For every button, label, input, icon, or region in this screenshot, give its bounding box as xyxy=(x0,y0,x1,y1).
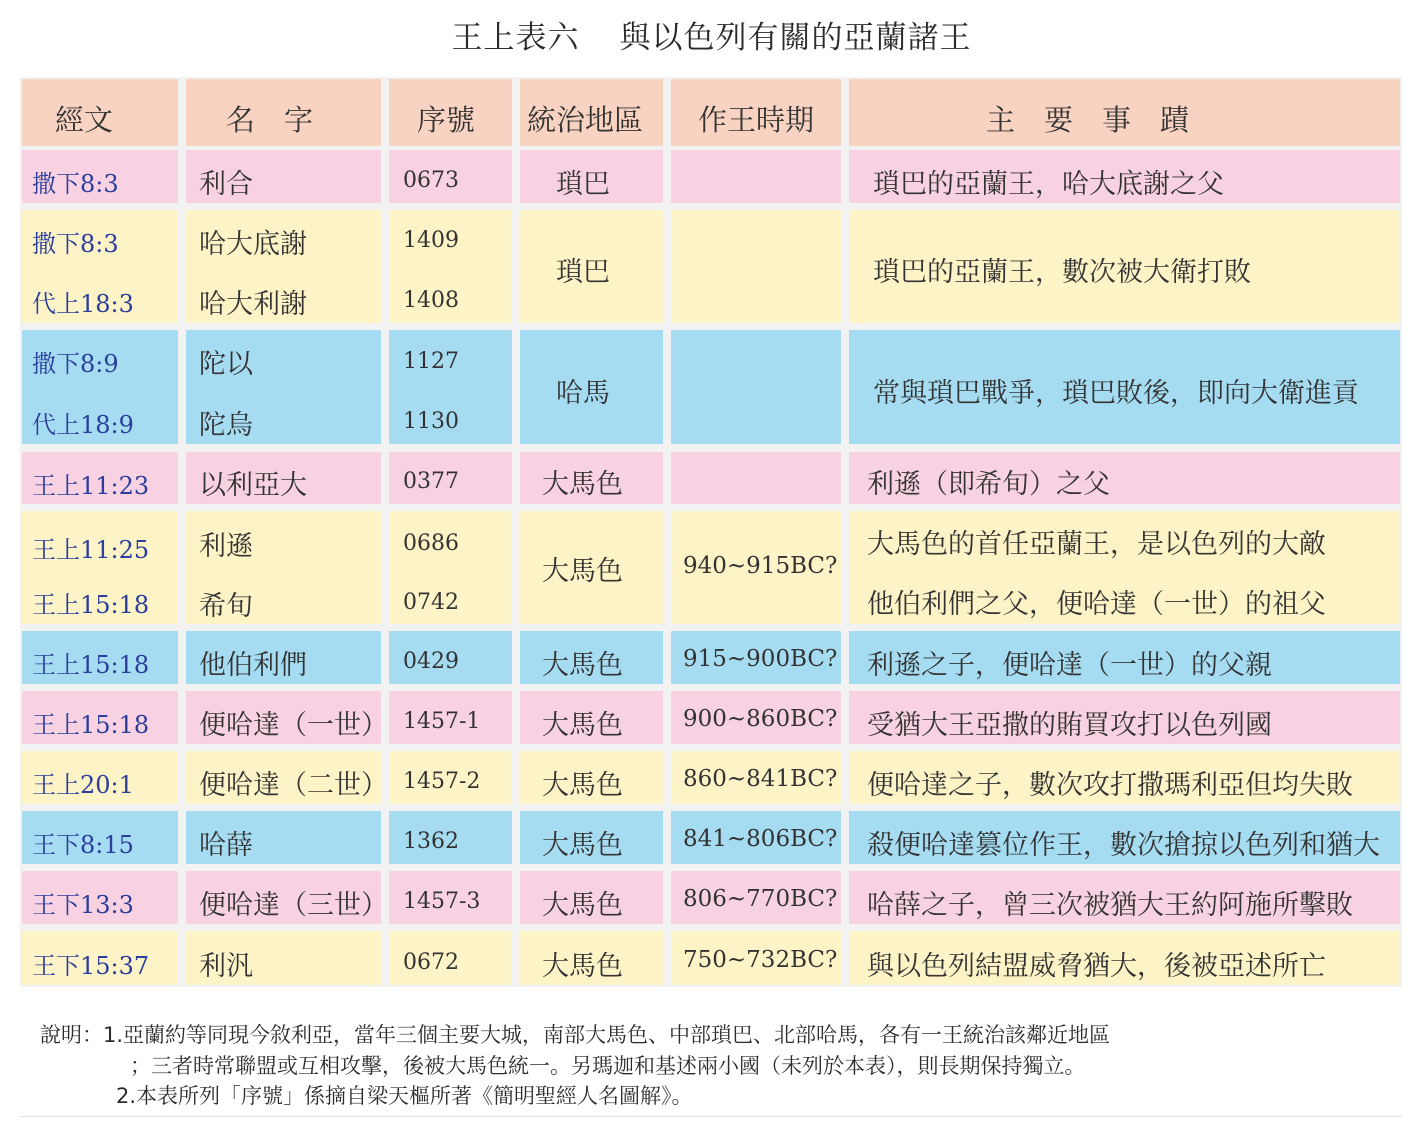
row-10-period xyxy=(671,871,841,924)
king-name: 陀烏 xyxy=(199,410,253,441)
row-4-number xyxy=(389,452,512,504)
row-8-events xyxy=(849,751,1400,804)
kings-table xyxy=(20,77,1402,987)
header-region-label: 統治地區 xyxy=(527,103,644,137)
row-6-events xyxy=(849,631,1400,684)
row-4-name xyxy=(186,452,381,504)
row-1-period xyxy=(671,150,841,203)
header-scripture xyxy=(22,79,178,146)
row-9-period xyxy=(671,811,841,864)
region: 瑣巴 xyxy=(556,169,610,200)
serial-number: 0673 xyxy=(403,168,459,193)
main-event: 便哈達之子，數次攻打撒瑪利亞但均失敗 xyxy=(867,770,1353,801)
row-10-number xyxy=(389,871,512,924)
serial-number: 1362 xyxy=(403,829,459,854)
row-7-number xyxy=(389,691,512,744)
row-5-region xyxy=(520,511,663,624)
reign-period: 750~732BC? xyxy=(683,947,838,973)
main-event: 大馬色的首任亞蘭王，是以色列的大敵 xyxy=(867,529,1326,560)
king-name: 以利亞大 xyxy=(199,470,307,501)
region: 大馬色 xyxy=(542,770,623,801)
serial-number: 0672 xyxy=(403,950,459,975)
row-6-name xyxy=(186,631,381,684)
scripture-ref: 撒下8:3 xyxy=(32,230,119,258)
region: 大馬色 xyxy=(542,830,623,861)
row-8-period xyxy=(671,751,841,804)
row-9-events xyxy=(849,811,1400,864)
row-5-scripture xyxy=(22,511,178,624)
row-8-name xyxy=(186,751,388,804)
reign-period: 940~915BC? xyxy=(683,553,838,579)
row-11-events xyxy=(849,931,1400,985)
note-line-3: 2.本表所列「序號」係摘自梁天樞所著《簡明聖經人名圖解》。 xyxy=(116,1084,693,1108)
region: 大馬色 xyxy=(542,469,623,500)
king-name: 陀以 xyxy=(199,349,253,380)
row-5-number xyxy=(389,511,512,624)
row-7-events xyxy=(849,691,1400,744)
main-event: 受猶大王亞撒的賄買攻打以色列國 xyxy=(867,710,1272,741)
main-event: 他伯利們之父，便哈達（一世）的祖父 xyxy=(867,589,1326,620)
serial-number: 1457-3 xyxy=(403,889,481,914)
header-name xyxy=(186,79,381,146)
row-11-region xyxy=(520,931,663,985)
region: 大馬色 xyxy=(542,710,623,741)
reign-period: 915~900BC? xyxy=(683,646,838,672)
row-11-name xyxy=(186,931,381,985)
reign-period: 841~806BC? xyxy=(683,826,838,852)
row-1-name xyxy=(186,150,381,203)
main-event: 利遜（即希旬）之父 xyxy=(867,469,1110,500)
king-name: 便哈達（一世） xyxy=(199,710,388,741)
main-event: 哈薛之子，曾三次被猶大王約阿施所擊敗 xyxy=(867,890,1353,921)
serial-number: 1457-1 xyxy=(403,709,481,734)
row-3-period xyxy=(671,330,841,444)
row-7-region xyxy=(520,691,663,744)
serial-number: 1130 xyxy=(403,409,459,434)
king-name: 利遜 xyxy=(199,531,253,562)
row-8-scripture xyxy=(22,751,178,804)
row-2-region xyxy=(520,210,663,323)
row-1-number xyxy=(389,150,512,203)
serial-number: 1127 xyxy=(403,349,459,374)
row-1-region xyxy=(520,150,663,203)
row-5-events xyxy=(849,511,1400,624)
main-event: 常與瑣巴戰爭，瑣巴敗後，即向大衛進貢 xyxy=(873,378,1359,409)
bottom-divider xyxy=(20,1116,1402,1117)
reign-period: 900~860BC? xyxy=(683,706,838,732)
title-part-2: 與以色列有關的亞蘭諸王 xyxy=(619,20,972,56)
row-11-scripture xyxy=(22,931,178,985)
row-2-scripture xyxy=(22,210,178,323)
row-7-period xyxy=(671,691,841,744)
header-period-label: 作王時期 xyxy=(698,103,815,137)
reign-period: 806~770BC? xyxy=(683,886,838,912)
scripture-ref: 王上15:18 xyxy=(32,651,150,679)
row-9-region xyxy=(520,811,663,864)
main-event: 與以色列結盟威脅猶大，後被亞述所亡 xyxy=(867,951,1326,982)
header-name-label: 名 字 xyxy=(226,103,314,137)
scripture-ref: 王下13:3 xyxy=(32,891,134,919)
scripture-ref: 王下15:37 xyxy=(32,952,150,980)
king-name: 他伯利們 xyxy=(199,650,307,681)
header-events-label: 主 要 事 蹟 xyxy=(986,103,1190,137)
header-scripture-label: 經文 xyxy=(55,103,114,137)
scripture-ref: 王下8:15 xyxy=(32,831,134,859)
row-4-region xyxy=(520,452,663,504)
row-2-events xyxy=(849,210,1400,323)
serial-number: 1457-2 xyxy=(403,769,481,794)
row-11-number xyxy=(389,931,512,985)
title-part-1: 王上表六 xyxy=(451,20,580,56)
row-10-name xyxy=(186,871,388,924)
row-10-scripture xyxy=(22,871,178,924)
king-name: 哈大底謝 xyxy=(199,229,307,260)
row-8-number xyxy=(389,751,512,804)
king-name: 希旬 xyxy=(199,591,253,622)
row-3-number xyxy=(389,330,512,444)
row-1-events xyxy=(849,150,1400,203)
king-name: 利汎 xyxy=(199,951,253,982)
row-7-scripture xyxy=(22,691,178,744)
row-4-scripture xyxy=(22,452,178,504)
serial-number: 1409 xyxy=(403,228,459,253)
row-10-events xyxy=(849,871,1400,924)
note-line-1: 說明：1.亞蘭約等同現今敘利亞，當年三個主要大城，南部大馬色、中部瑣巴、北部哈馬，各有一王統治該鄰近地區 xyxy=(40,1023,1111,1047)
scripture-ref: 王上11:25 xyxy=(32,536,150,564)
scripture-ref: 王上15:18 xyxy=(32,711,150,739)
row-2-number xyxy=(389,210,512,323)
king-name: 便哈達（二世） xyxy=(199,770,388,801)
main-event: 利遜之子，便哈達（一世）的父親 xyxy=(867,650,1272,681)
row-6-number xyxy=(389,631,512,684)
row-3-region xyxy=(520,330,663,444)
king-name: 哈薛 xyxy=(199,830,253,861)
table-title xyxy=(0,12,1423,57)
note-line-2: ；三者時常聯盟或互相攻擊，後被大馬色統一。另瑪迦和基述兩小國（未列於本表），則長期保持獨立。 xyxy=(130,1054,1086,1078)
serial-number: 0429 xyxy=(403,649,459,674)
row-2-name xyxy=(186,210,381,323)
serial-number: 0742 xyxy=(403,590,459,615)
serial-number: 1408 xyxy=(403,288,459,313)
header-region xyxy=(520,79,663,146)
row-6-scripture xyxy=(22,631,178,684)
region: 大馬色 xyxy=(542,951,623,982)
serial-number: 0377 xyxy=(403,469,459,494)
row-5-period xyxy=(671,511,841,624)
scripture-ref: 王上15:18 xyxy=(32,591,150,619)
header-events xyxy=(849,79,1400,146)
row-4-events xyxy=(849,452,1400,504)
scripture-ref: 代上18:3 xyxy=(32,290,134,318)
row-9-name xyxy=(186,811,381,864)
row-5-name xyxy=(186,511,381,624)
scripture-ref: 代上18:9 xyxy=(32,411,134,439)
header-number xyxy=(389,79,512,146)
region: 哈馬 xyxy=(556,378,610,409)
header-period xyxy=(671,79,841,146)
king-name: 便哈達（三世） xyxy=(199,890,388,921)
scripture-ref: 撒下8:3 xyxy=(32,170,119,198)
row-3-name xyxy=(186,330,381,444)
row-8-region xyxy=(520,751,663,804)
region: 瑣巴 xyxy=(556,257,610,288)
reign-period: 860~841BC? xyxy=(683,766,838,792)
row-9-number xyxy=(389,811,512,864)
row-7-name xyxy=(186,691,388,744)
row-3-events xyxy=(849,330,1400,444)
row-4-period xyxy=(671,452,841,504)
row-2-period xyxy=(671,210,841,323)
region: 大馬色 xyxy=(542,556,623,587)
row-1-scripture xyxy=(22,150,178,203)
row-10-region xyxy=(520,871,663,924)
scripture-ref: 王上20:1 xyxy=(32,771,134,799)
scripture-ref: 撒下8:9 xyxy=(32,350,119,378)
region: 大馬色 xyxy=(542,650,623,681)
header-number-label: 序號 xyxy=(417,103,476,137)
scripture-ref: 王上11:23 xyxy=(32,472,150,500)
row-3-scripture xyxy=(22,330,178,444)
region: 大馬色 xyxy=(542,890,623,921)
main-event: 殺便哈達篡位作王，數次搶掠以色列和猶大 xyxy=(867,830,1380,861)
king-name: 哈大利謝 xyxy=(199,289,307,320)
row-6-period xyxy=(671,631,841,684)
king-name: 利合 xyxy=(199,169,253,200)
row-6-region xyxy=(520,631,663,684)
row-9-scripture xyxy=(22,811,178,864)
row-11-period xyxy=(671,931,841,985)
serial-number: 0686 xyxy=(403,531,459,556)
main-event: 瑣巴的亞蘭王，數次被大衛打敗 xyxy=(873,257,1251,288)
main-event: 瑣巴的亞蘭王，哈大底謝之父 xyxy=(873,169,1224,200)
